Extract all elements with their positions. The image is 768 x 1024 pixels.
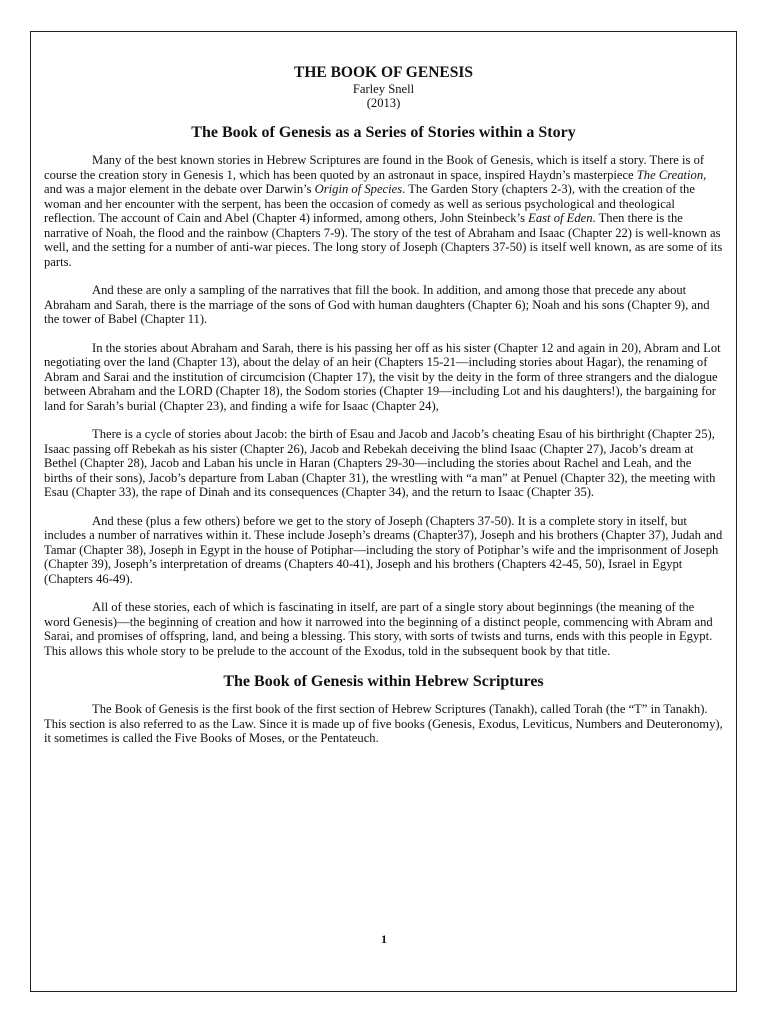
paragraph-text: And these (plus a few others) before we get to the story of Joseph (Chapters 37-50). It is a complete story in itself, but includes a number of narratives within it. These include Joseph’s dreams (Chapter37), Joseph and his brothers (Chapter 37), Judah and Tamar (Chapter 38), Joseph in Egypt in the house of Potiphar—including the story of Potiphar’s wife and the imprisonment of Joseph (Chapter 39), Joseph’s interpretation of dreams (Chapters 40-41), Joseph and his brothers (Chapters 42-45, 50), Israel in Egypt (Chapters 46-49). xyxy=(44,513,723,586)
paragraph xyxy=(44,283,723,327)
paragraph-text: There is a cycle of stories about Jacob: the birth of Esau and Jacob and Jacob’s cheating Esau of his birthright (Chapter 25), Isaac passing off Rebekah as his sister (Chapter 26), Jacob and Rebekah deceiving the blind Isaac (Chapter 27), Jacob’s dream at Bethel (Chapter 28), Jacob and Laban his uncle in Haran (Chapters 29-30—including the stories about Rachel and Leah, and the births of their sons), Jacob’s departure from Laban (Chapter 31), the wrestling with “a man” at Penuel (Chapter 32), the meeting with Esau (Chapter 33), the rape of Dinah and its consequences (Chapter 34), and the return to Isaac (Chapter 35). xyxy=(44,427,716,499)
section-stories xyxy=(44,123,723,658)
section-hebrew-scriptures xyxy=(44,672,723,746)
italic-title-text: Origin of Species xyxy=(314,182,403,196)
paragraph xyxy=(44,427,723,500)
paragraph xyxy=(44,153,723,269)
document-author: Farley Snell xyxy=(352,82,415,96)
paragraph-text: All of these stories, each of which is fascinating in itself, are part of a single story about beginnings (the meaning of the word Genesis)—the beginning of creation and how it narrowed into the beginning of a distinct people, commencing with Abram and Sarai, and promises of offspring, land, and being a blessing. This story, with sorts of twists and turns, ends with this people in Egypt. This allows this whole story to be prelude to the account of the Exodus, told in the subsequent book by that title. xyxy=(44,600,713,658)
paragraph-text: . The Garden Story (chapters 2-3), with the creation of the woman and her encounter with the serpent, has been the occasion of comedy as well as serious psychological and theological reflection. The account of Cain and Abel (Chapter 4) informed, among others, John Steinbeck’s xyxy=(44,182,695,225)
section-heading: The Book of Genesis within Hebrew Scriptures xyxy=(223,673,544,690)
paragraph-text: Many of the best known stories in Hebrew Scriptures are found in the Book of Genesis, which is itself a story. There is of course the creation story in Genesis 1, which has been quoted by an astronaut in space, inspired Haydn’s masterpiece xyxy=(44,153,705,182)
paragraph xyxy=(44,702,723,746)
paragraph-text: In the stories about Abraham and Sarah, there is his passing her off as his sister (Chapter 12 and again in 20), Abram and Lot negotiating over the land (Chapter 13), about the delay of an heir (Chapters 15-21—including stories about Hagar), the renaming of Abram and Sarai and the institution of circumcision (Chapter 17), the visit by the deity in the form of three strangers and the dialogue between Abraham and the LORD (Chapter 18), the Sodom stories (Chapter 19—including Lot and his daughters!), the bargaining for land for Sarah’s burial (Chapter 23), and finding a wife for Isaac (Chapter 24), xyxy=(44,340,721,413)
page-number: 1 xyxy=(381,932,387,946)
section-heading: The Book of Genesis as a Series of Stories within a Story xyxy=(191,124,576,141)
paragraph-text: , and was a major element in the debate over Darwin’s xyxy=(44,167,707,196)
italic-title-text: The Creation xyxy=(636,167,704,182)
paragraph-text: The Book of Genesis is the first book of the first section of Hebrew Scriptures (Tanakh), called Torah (the “T” in Tanakh). This section is also referred to as the Law. Since it is made up of five books (Genesis, Exodus, Leviticus, Numbers and Deuteronomy), it sometimes is called the Five Books of Moses, or the Pentateuch. xyxy=(44,702,723,745)
document-body xyxy=(44,64,723,760)
paragraph xyxy=(44,514,723,587)
document-title: THE BOOK OF GENESIS xyxy=(293,64,473,81)
paragraph-text: And these are only a sampling of the narratives that fill the book. In addition, and among those that precede any about Abraham and Sarah, there is the marriage of the sons of God with human daughters (Chapter 6); Noah and his sons (Chapter 9), and the tower of Babel (Chapter 11). xyxy=(44,283,710,326)
document-year: (2013) xyxy=(366,96,401,110)
paragraph xyxy=(44,341,723,414)
paragraph xyxy=(44,600,723,658)
paragraph-text: . Then there is the narrative of Noah, the flood and the rainbow (Chapters 7-9). The story of the test of Abraham and Isaac (Chapter 22) is well-known as well, and the setting for a number of anti-war pieces. The long story of Joseph (Chapters 37-50) is itself well known, as are some of its parts. xyxy=(44,211,723,269)
italic-title-text: East of Eden xyxy=(528,211,593,225)
